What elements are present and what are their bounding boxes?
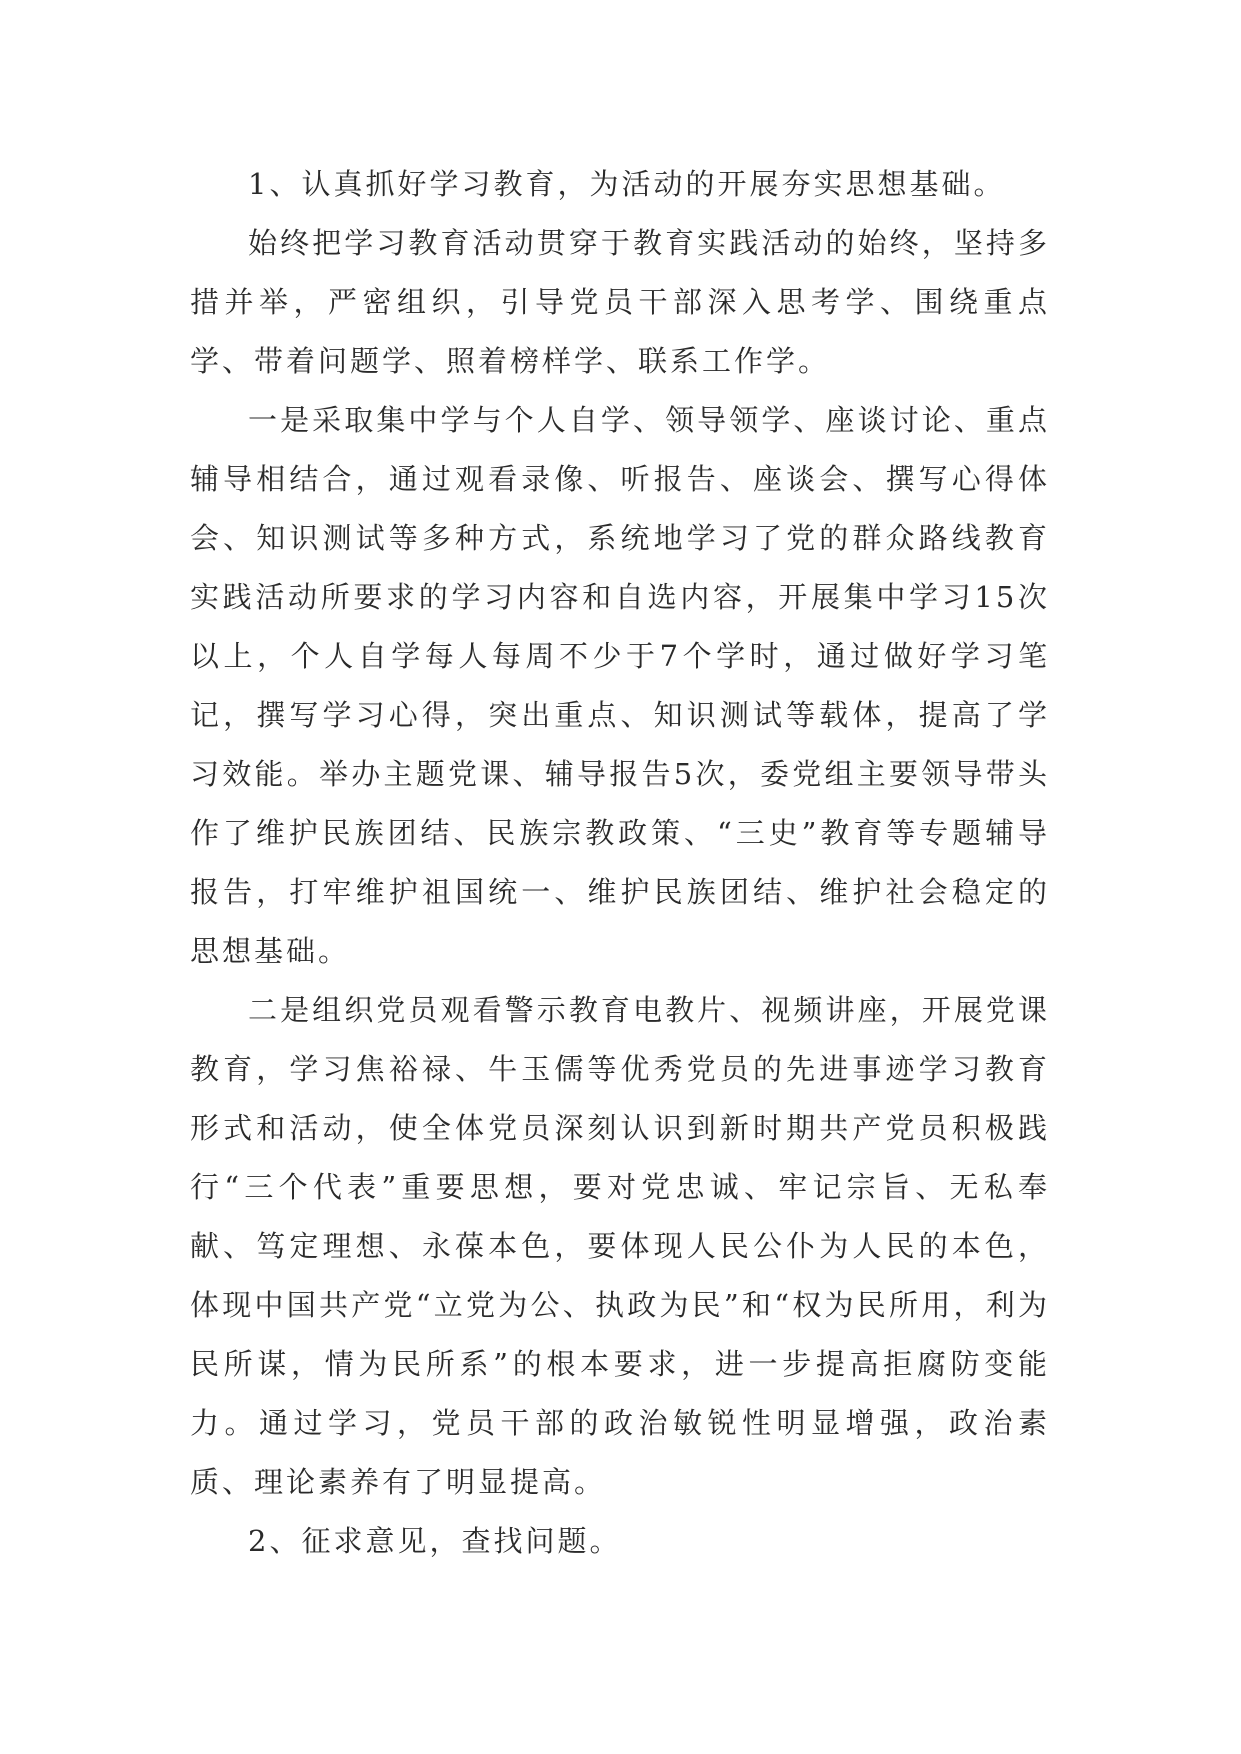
paragraph-intro: 始终把学习教育活动贯穿于教育实践活动的始终，坚持多措并举，严密组织，引导党员干部深入思考学、围绕重点学、带着问题学、照着榜样学、联系工作学。 — [190, 226, 1050, 378]
paragraph-first-point: 一是采取集中学与个人自学、领导领学、座谈讨论、重点辅导相结合，通过观看录像、听报告、座谈会、撰写心得体会、知识测试等多种方式，系统地学习了党的群众路线教育实践活动所要求的学习内容和自选内容，开展集中学习15次以上，个人自学每人每周不少于7个学时，通过做好学习笔记，撰写学习心得，突出重点、知识测试等载体，提高了学习效能。举办主题党课、辅导报告5次，委党组主要领导带头作了维护民族团结、民族宗教政策、“三史”教育等专题辅导报告，打牢维护祖国统一、维护民族团结、维护社会稳定的思想基础。 — [190, 403, 1050, 968]
document-body — [190, 155, 1050, 1571]
paragraph-second-point: 二是组织党员观看警示教育电教片、视频讲座，开展党课教育，学习焦裕禄、牛玉儒等优秀党员的先进事迹学习教育形式和活动，使全体党员深刻认识到新时期共产党员积极践行“三个代表”重要思想，要对党忠诚、牢记宗旨、无私奉献、笃定理想、永葆本色，要体现人民公仆为人民的本色，体现中国共产党“立党为公、执政为民”和“权为民所用，利为民所谋，情为民所系”的根本要求，进一步提高拒腐防变能力。通过学习，党员干部的政治敏锐性明显增强，政治素质、理论素养有了明显提高。 — [190, 993, 1050, 1499]
heading-2: 2、征求意见，查找问题。 — [248, 1524, 622, 1558]
heading-1: 1、认真抓好学习教育，为活动的开展夯实思想基础。 — [248, 167, 1006, 201]
